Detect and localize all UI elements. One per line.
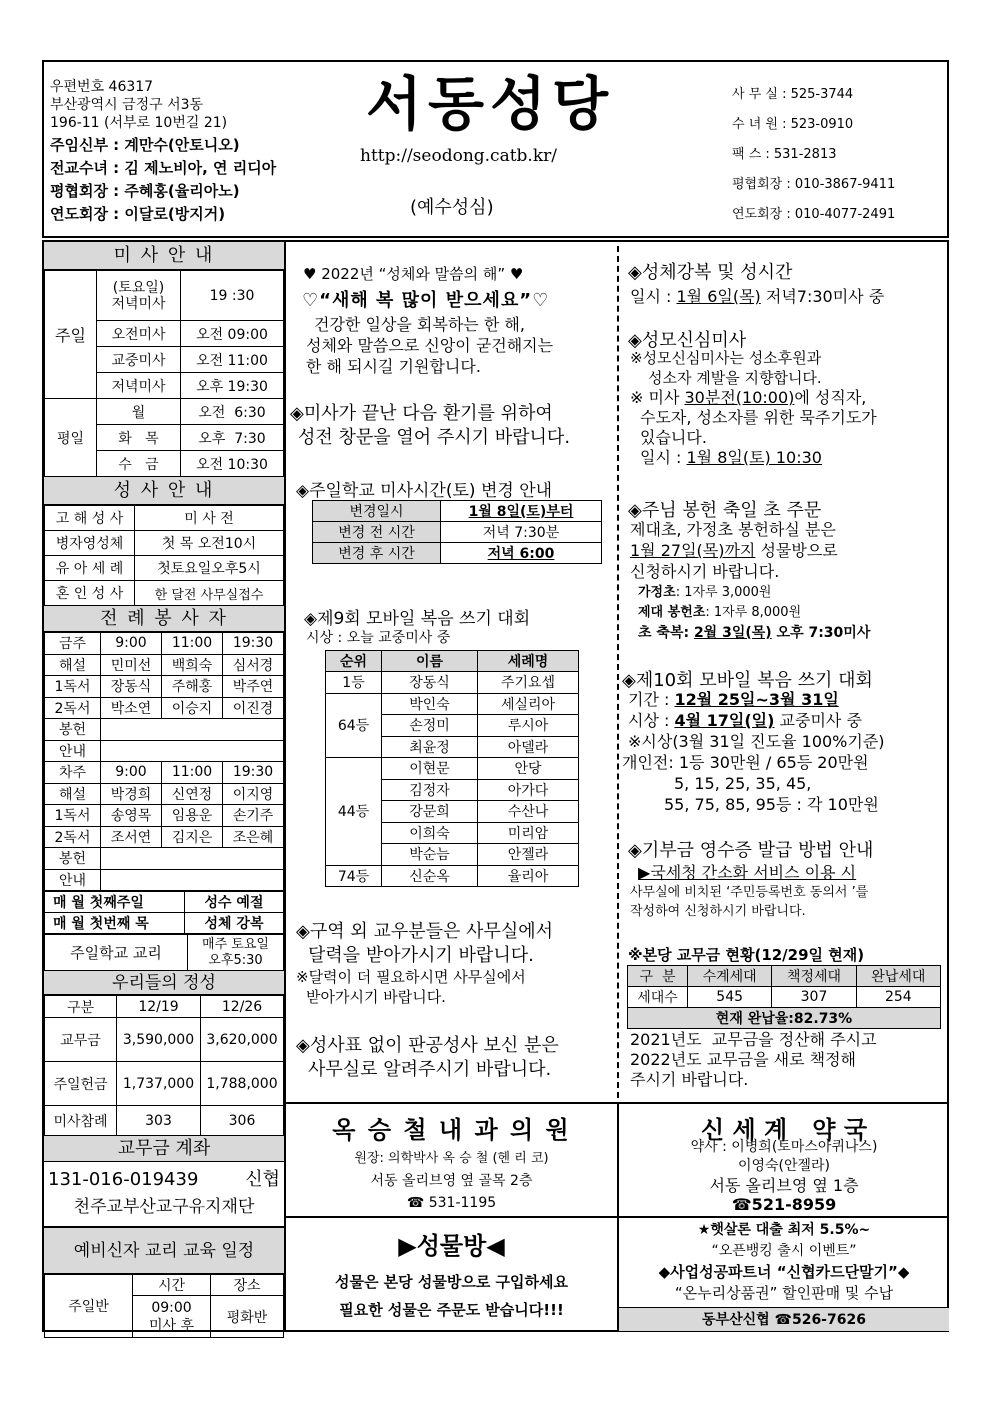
catechumen-label: 주일반 [45,1275,133,1338]
offering-title: 우리들의 정성 [44,971,284,995]
offering-value: 3,590,000 [117,1018,201,1062]
server-name [101,848,284,870]
contest-header: 세례명 [478,651,579,672]
address-line-1: 부산광역시 금정구 서3동 [50,97,204,113]
shop-line: 필요한 성물은 주문도 받습니다!!! [339,1301,564,1319]
candle-date: 2월 3일(목) [693,625,772,641]
server-role: 2독서 [45,826,101,848]
monthly-value: 성체 강복 [185,913,284,934]
pharmacy-body [619,1138,949,1214]
contest-row [326,672,579,694]
c10-award-date: 4월 17일(일) [674,711,775,730]
mass-main-time: 오전 11:00 [181,347,284,373]
candle-key: 초 축복 [638,625,684,641]
server-name: 이지영 [223,783,284,805]
header-address [50,78,227,132]
offering-value: 303 [117,1106,201,1136]
pharmacy-pharmacist: 약사 : 이병희(토마스아퀴나스) [690,1139,878,1155]
server-role: 해설 [45,654,101,676]
dues-body [630,1030,877,1090]
dues-table [627,965,941,1029]
confession-notice [296,1034,559,1082]
mass-tuethu-time: 오후 7:30 [181,425,284,451]
contest9-sub: 시상 : 오늘 교중미사 중 [306,630,451,646]
clinic-title: 옥 승 철 내 과 의 원 [332,1116,571,1144]
server-row [45,654,284,676]
dues-cell: 254 [856,987,940,1008]
server-name: 19:30 [223,762,284,784]
contest-baptismal: 아델라 [478,736,579,758]
heart-line: 수도자, 성소자를 위한 묵주기도가 [640,408,877,427]
heart-date-value: 1월 8일(토) 10:30 [686,448,822,467]
c10-l2-post: 교중미사 중 [774,711,862,730]
heart-date [630,448,877,468]
sacrament-label: 고 해 성 사 [45,506,135,531]
mass-title: 미 사 안 내 [44,242,284,270]
contest-name: 최윤정 [382,736,478,758]
server-name: 9:00 [101,633,162,655]
candle-item [638,583,870,603]
server-name: 박소연 [101,697,162,719]
server-role: 봉헌 [45,848,101,870]
server-role: 1독서 [45,676,101,698]
contest-baptismal: 아가다 [478,779,579,801]
church-title: 서동성당 [365,70,615,138]
clinic-location: 서동 올리브영 옆 골목 2층 [370,1173,533,1189]
contest-row [326,865,579,887]
calendar-line: ◈구역 외 교우분들은 사무실에서 [296,921,554,942]
adoration-date-value: 1월 6일(목) [676,287,761,306]
contact-yeondo: 연도회장 : 010-4077-2491 [732,207,896,222]
calendar-note-line: ※달력이 더 필요하시면 사무실에서 [296,968,526,986]
feast-line: 신청하시기 바랍니다. [630,562,780,581]
contest10-title: ◈제10회 모바일 복음 쓰기 대회 [622,670,873,691]
dues-cell: 307 [772,987,856,1008]
monthly-label: 매 월 첫째주일 [45,892,185,913]
mass-wedfri-time: 오전 10:30 [181,451,284,477]
adoration-date-pre: 일시 : [630,287,677,306]
offering-label: 교무금 [45,1018,117,1062]
dues-line: 2021년도 교무금을 정산해 주시고 [630,1030,877,1049]
contest-name: 박순늠 [382,844,478,866]
confession-line: ◈성사표 없이 판공성사 보신 분은 [296,1035,559,1056]
contest-baptismal: 안당 [478,758,579,780]
contest-baptismal: 수산나 [478,801,579,823]
calendar-note-line: 받아가시기 바랍니다. [306,988,446,1006]
greet-body [306,314,553,377]
c10-l1-pre: 기간 : [628,690,675,709]
dues-title: ※본당 교무금 현황(12/29일 현재) [628,946,865,964]
server-name: 김지은 [162,826,223,848]
mass-mon-time: 오전 6:30 [181,399,284,425]
pharmacy-title: 신 세 계 약 국 [700,1116,868,1144]
server-name: 주해홍 [162,676,223,698]
contest-baptismal: 세실리아 [478,693,579,715]
sacrament-value: 첫토요일오후5시 [135,556,284,581]
server-name: 손기주 [223,805,284,827]
contest-baptismal: 루시아 [478,715,579,737]
adoration-date-post: 저녁7:30미사 중 [760,287,885,306]
contest10-line: 55, 75, 85, 95등 : 각 10만원 [664,795,879,814]
account-holder: 천주교부산교구유지재단 [73,1197,255,1217]
offering-label: 주일헌금 [45,1062,117,1106]
mass-mon-label: 월 [97,399,181,425]
offering-label: 미사참례 [45,1106,117,1136]
offering-value: 1,737,000 [117,1062,201,1106]
address-line-2: 196-11 (서부로 10번길 21) [50,115,228,131]
contest-baptismal: 미리암 [478,822,579,844]
receipt-sub: ▶국세청 간소화 서비스 이용 시 [638,863,857,882]
mass-morning-label: 오전미사 [97,321,181,347]
server-role: 안내 [45,869,101,891]
contest-row [326,693,579,715]
catechumen-table [44,1274,284,1338]
school-table [44,934,284,971]
contact-fax: 팩 스 : 531-2813 [732,147,837,162]
contest-name: 손정미 [382,715,478,737]
server-name: 조은혜 [223,826,284,848]
school-change-value: 저녁 6:00 [441,543,602,564]
server-row [45,633,284,655]
heart-l3-pre: ※ 미사 [630,388,685,407]
greet-line-2: ♡“새해 복 많이 받으세요”♡ [302,290,550,311]
school-time: 매주 토요일 오후5:30 [188,935,284,971]
person-pastor: 주임신부 : 계만수(안토니오) [50,136,240,154]
clinic-body [286,1148,617,1214]
school-change-label: 변경 전 시간 [313,522,441,543]
heart-title: ◈성모신심미사 [628,330,747,351]
server-role: 안내 [45,740,101,762]
sacrament-label: 병자영성체 [45,531,135,556]
contest-rank: 1등 [326,672,382,694]
contest10-line: ※시상(3월 31일 진도율 100%기준) [628,732,885,751]
pharmacy-phone: ☎521-8959 [731,1195,837,1214]
confession-line: 사무실로 알려주시기 바랍니다. [308,1059,552,1080]
candle-item [638,623,870,643]
heart-line: 성소자 계발을 지향합니다. [648,369,822,387]
header-persons [50,134,276,226]
receipt-body [630,883,868,921]
candle-key: 제대 봉헌초 [638,605,706,620]
dues-rate: 현재 완납율:82.73% [628,1008,941,1029]
mass-sat-time: 19 :30 [181,271,284,321]
contest10-line: 5, 15, 25, 35, 45, [674,774,812,793]
account-number: 131-016-019439 [48,1169,199,1190]
bank-voucher: “온누리상품권” 할인판매 및 수납 [674,1284,894,1302]
feast-line [630,540,838,561]
sacrament-value: 한 달전 사무실접수 [135,581,284,606]
catechumen-place: 평화반 [211,1296,284,1338]
shop-title: ▶성물방◀ [398,1232,505,1260]
mass-sat-label: (토요일) 저녁미사 [97,271,181,321]
contest-rank: 74등 [326,865,382,887]
heart-line: ※성모신심미사는 성소후원과 [630,349,822,367]
server-role: 봉헌 [45,719,101,741]
contest10-body [622,689,885,815]
server-role: 1독서 [45,805,101,827]
server-name: 백희숙 [162,654,223,676]
mass-wedfri-label: 수 금 [97,451,181,477]
server-row [45,783,284,805]
c10-l2-pre: 시상 : [628,711,675,730]
bank-ad [619,1220,949,1304]
candle-pre: : [683,625,694,641]
sacrament-label: 혼 인 성 사 [45,581,135,606]
server-name: 신연정 [162,783,223,805]
mass-evening-label: 저녁미사 [97,373,181,399]
monthly-value: 성수 예절 [185,892,284,913]
vent-notice [290,402,570,450]
contact-convent: 수 녀 원 : 523-0910 [732,117,854,132]
contest-name: 강문희 [382,801,478,823]
offering-table [44,995,284,1136]
dues-line: 2022년도 교무금을 새로 책정해 [630,1050,856,1069]
server-name: 이승지 [162,697,223,719]
mass-main-label: 교중미사 [97,347,181,373]
sacrament-value: 첫 목 오전10시 [135,531,284,556]
person-council: 평협회장 : 주혜홍(율리아노) [50,182,240,200]
school-change-label: 변경 후 시간 [313,543,441,564]
c10-period: 12월 25일~3월 31일 [674,690,839,709]
server-row [45,805,284,827]
heart-line [630,388,877,408]
heart-date-pre: 일시 : [640,448,687,467]
bank-contact: 동부산신협 ☎526-7626 [619,1307,949,1331]
server-role: 금주 [45,633,101,655]
school-change-table [312,500,602,564]
col-divider-2-dashed [617,246,619,1098]
server-row [45,869,284,891]
contest9-title: ◈제9회 모바일 복음 쓰기 대회 [304,609,531,629]
school-change-value: 저녁 7:30분 [441,522,602,543]
candle-item [638,603,870,623]
server-name [101,740,284,762]
mass-table [44,270,284,477]
bank-event: “오픈뱅킹 출시 이벤트” [711,1243,857,1259]
contact-council: 평협회장 : 010-3867-9411 [732,177,896,192]
dues-line: 주시기 바랍니다. [630,1070,749,1089]
shop-body [286,1268,617,1324]
server-role: 해설 [45,783,101,805]
contest-baptismal: 안젤라 [478,844,579,866]
feast-deadline: 1월 27일(목)까지 [630,541,756,560]
server-name: 박주연 [223,676,284,698]
contest-name: 신순옥 [382,865,478,887]
mass-weekday-label: 평일 [45,399,97,477]
feast-l2-post: 성물방으로 [755,541,838,560]
dues-h: 구 분 [628,966,688,987]
contest10-line [628,710,885,731]
vent-line: 성전 창문을 열어 주시기 바랍니다. [298,427,571,448]
sacrament-label: 유 아 세 례 [45,556,135,581]
dues-cell: 545 [688,987,772,1008]
school-label: 주일학교 교리 [45,935,188,971]
sacrament-table [44,505,284,606]
catechumen-h-place: 장소 [211,1275,284,1296]
server-name [101,719,284,741]
clinic-phone: ☎ 531-1195 [406,1195,497,1211]
server-row [45,740,284,762]
greet-body-line: 성체와 말씀으로 신앙이 굳건해지는 [306,336,554,355]
greet-body-line: 건강한 일상을 회복하는 한 해, [314,315,525,334]
offering-value: 3,620,000 [201,1018,284,1062]
offering-h-date1: 12/19 [117,996,201,1018]
ad-hline-top [284,1102,949,1104]
contest-rank: 44등 [326,758,382,866]
candle-value: : 1자루 8,000원 [705,605,802,620]
offering-value: 1,788,000 [201,1062,284,1106]
pharmacy-location: 서동 올리브영 옆 1층 [709,1176,859,1195]
account-title: 교무금 계좌 [44,1136,284,1162]
candle-post: 오후 7:30미사 [771,625,871,641]
catechumen-time: 09:00 미사 후 [133,1296,211,1338]
server-row [45,697,284,719]
contest-name: 박인숙 [382,693,478,715]
adoration-date [630,284,884,307]
feast-body [630,519,838,582]
contest10-line [628,689,885,710]
receipt-line: 작성하여 신청하시기 바랍니다. [630,904,806,919]
shop-line: 성물은 본당 성물방으로 구입하세요 [334,1273,569,1291]
offering-h-category: 구분 [45,996,117,1018]
mass-evening-time: 오후 19:30 [181,373,284,399]
mass-sunday-label: 주일 [45,271,97,399]
school-change-title: ◈주일학교 미사시간(토) 변경 안내 [296,481,553,501]
server-name: 11:00 [162,633,223,655]
heart-body [630,348,877,468]
server-row [45,826,284,848]
contest-rank: 64등 [326,693,382,758]
server-name: 11:00 [162,762,223,784]
servers-table [44,632,284,891]
church-url[interactable]: http://seodong.catb.kr/ [360,146,557,166]
monthly-table [44,891,284,934]
receipt-title: ◈기부금 영수증 발급 방법 안내 [628,840,874,861]
contest-baptismal: 주기요셉 [478,672,579,694]
postal-code: 우편번호 46317 [50,79,154,95]
mass-morning-time: 오전 09:00 [181,321,284,347]
calendar-note [296,967,526,1007]
catechumen-title: 예비신자 교리 교육 일정 [44,1228,284,1274]
feast-line: 제대초, 가정초 봉헌하실 분은 [630,520,836,539]
server-role: 차주 [45,762,101,784]
server-name [101,869,284,891]
server-row [45,848,284,870]
contest-row [326,758,579,780]
bank-loan: ★햇살론 대출 최저 5.5%~ [697,1222,871,1238]
contest-header-row [326,651,579,672]
contest-name: 이현문 [382,758,478,780]
clinic-director: 원장: 의학박사 옥 승 철 (헨 리 코) [354,1151,549,1166]
sacrament-value: 미 사 전 [135,506,284,531]
left-column [44,242,284,1338]
vent-line: ◈미사가 끝난 다음 환기를 위하여 [290,403,553,424]
person-sisters: 전교수녀 : 김 제노비아, 연 리디아 [50,159,277,177]
heart-line: 있습니다. [640,428,707,447]
server-name: 송영목 [101,805,162,827]
server-row [45,719,284,741]
ad-hline-mid [284,1216,949,1218]
receipt-line: 사무실에 비치된 ‘주민등록번호 동의서 ’를 [630,885,869,900]
contest-baptismal: 율리아 [478,865,579,887]
server-name: 이진경 [223,697,284,719]
servers-title: 전 례 봉 사 자 [44,606,284,632]
offering-h-date2: 12/26 [201,996,284,1018]
server-row [45,762,284,784]
contest9-table [325,650,579,887]
contest10-line: 개인전: 1등 30만원 / 65등 20만원 [622,753,869,772]
server-name: 심서경 [223,654,284,676]
server-name: 임용운 [162,805,223,827]
catechumen-h-time: 시간 [133,1275,211,1296]
adoration-title: ◈성체강복 및 성시간 [628,262,793,283]
heart-l3-time: 30분전(10:00) [684,388,795,407]
server-row [45,676,284,698]
dues-h: 완납세대 [856,966,940,987]
mass-tuethu-label: 화 목 [97,425,181,451]
candle-value: : 1자루 3,000원 [675,585,772,600]
contest-name: 장동식 [382,672,478,694]
server-name: 조서연 [101,826,162,848]
feast-title: ◈주님 봉헌 축일 초 주문 [628,500,822,521]
dues-cell: 세대수 [628,987,688,1008]
contest-header: 순위 [326,651,382,672]
contest-name: 이희숙 [382,822,478,844]
header-contacts [732,80,895,230]
contact-office: 사 무 실 : 525-3744 [732,87,854,102]
school-change-label: 변경일시 [313,501,441,522]
server-role: 2독서 [45,697,101,719]
greet-body-line: 한 해 되시길 기원합니다. [306,357,481,376]
heart-l3-post: 에 성직자, [794,388,867,407]
server-name: 19:30 [223,633,284,655]
contest-header: 이름 [382,651,478,672]
server-name: 민미선 [101,654,162,676]
candle-key: 가정초 [638,585,676,600]
person-yeondo: 연도회장 : 이달로(방지거) [50,205,226,223]
sacrament-title: 성 사 안 내 [44,477,284,505]
server-name: 9:00 [101,762,162,784]
church-subtitle: (예수성심) [410,197,494,218]
account-box [44,1162,284,1228]
candle-list [638,583,870,643]
contest-name: 김정자 [382,779,478,801]
school-change-value: 1월 8일(토)부터 [441,501,602,522]
dues-h: 책정세대 [772,966,856,987]
server-name: 장동식 [101,676,162,698]
offering-value: 306 [201,1106,284,1136]
calendar-line: 달력을 받아가시기 바랍니다. [308,945,534,966]
bank-card: ◆사업성공파트너 “신협카드단말기”◆ [658,1263,910,1281]
account-bank: 신협 [245,1169,280,1190]
calendar-notice [296,920,553,968]
greet-line-1: ♥ 2022년 “성체와 말씀의 해” ♥ [303,265,524,283]
monthly-label: 매 월 첫번째 목 [45,913,185,934]
server-name: 박경희 [101,783,162,805]
dues-h: 수계세대 [688,966,772,987]
pharmacy-pharmacist2: 이영숙(안젤라) [737,1158,831,1174]
